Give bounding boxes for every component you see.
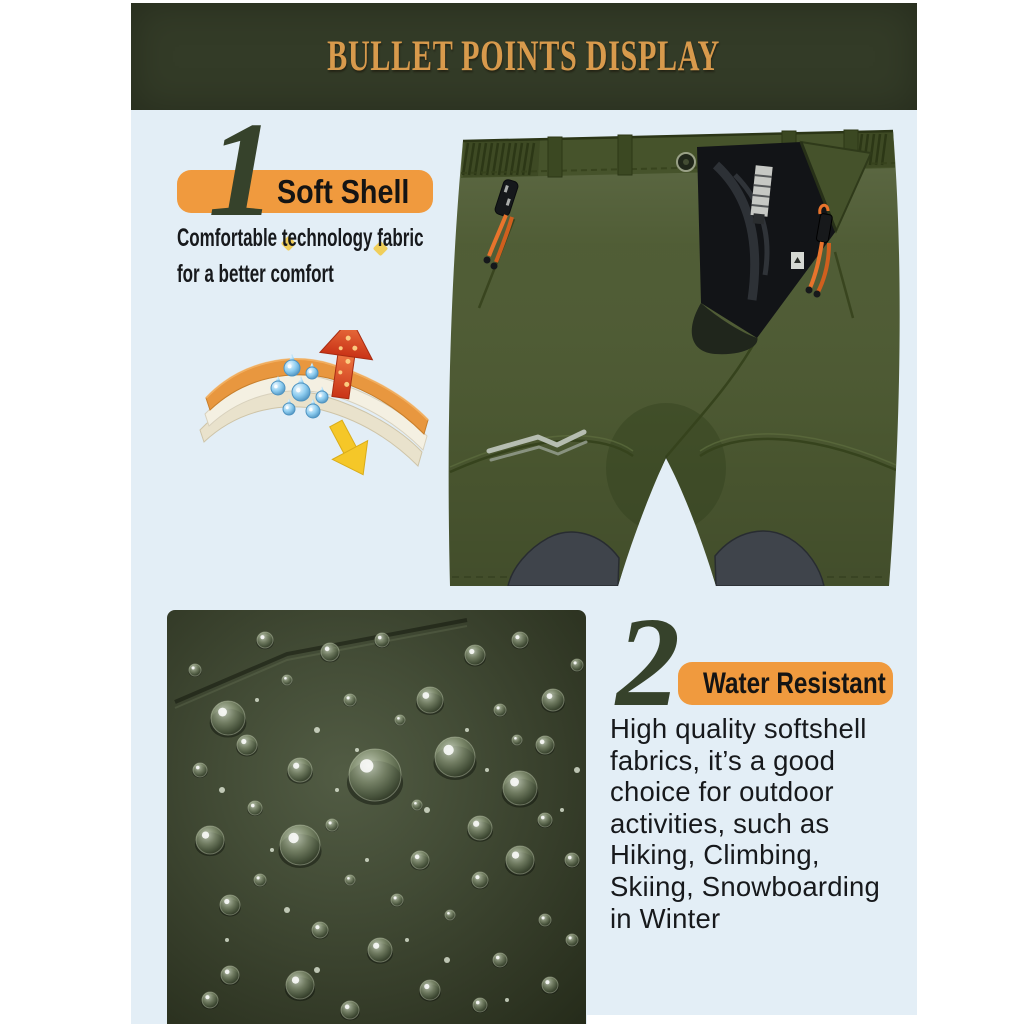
bullet-2-description bbox=[610, 713, 918, 934]
description-line: in Winter bbox=[610, 902, 721, 934]
droplets-layer bbox=[189, 632, 584, 1020]
description-line: for a better comfort bbox=[177, 260, 334, 288]
description-line: activities, such as bbox=[610, 807, 830, 839]
bullet-1-label: Soft Shell bbox=[277, 172, 410, 210]
fabric-layers-illustration bbox=[185, 330, 445, 490]
description-line: fabrics, it’s a good bbox=[610, 744, 836, 776]
water-droplets-photo bbox=[167, 610, 586, 1024]
header-banner bbox=[131, 3, 917, 110]
description-line: High quality softshell bbox=[610, 713, 867, 744]
description-line: Hiking, Climbing, bbox=[610, 839, 820, 871]
pants-photo bbox=[435, 118, 915, 590]
description-line: Skiing, Snowboarding bbox=[610, 870, 881, 902]
bullet-2-label-pill bbox=[678, 662, 893, 705]
bullet-2-label: Water Resistant bbox=[703, 666, 886, 700]
crotch-shadow bbox=[606, 403, 726, 533]
bullet-1-number: 1 bbox=[208, 95, 276, 245]
page-title: BULLET POINTS DISPLAY bbox=[327, 33, 721, 80]
bullet-2-number: 2 bbox=[616, 591, 680, 733]
description-line: Comfortable technology fabric bbox=[177, 224, 424, 252]
description-line: choice for outdoor bbox=[610, 776, 834, 808]
